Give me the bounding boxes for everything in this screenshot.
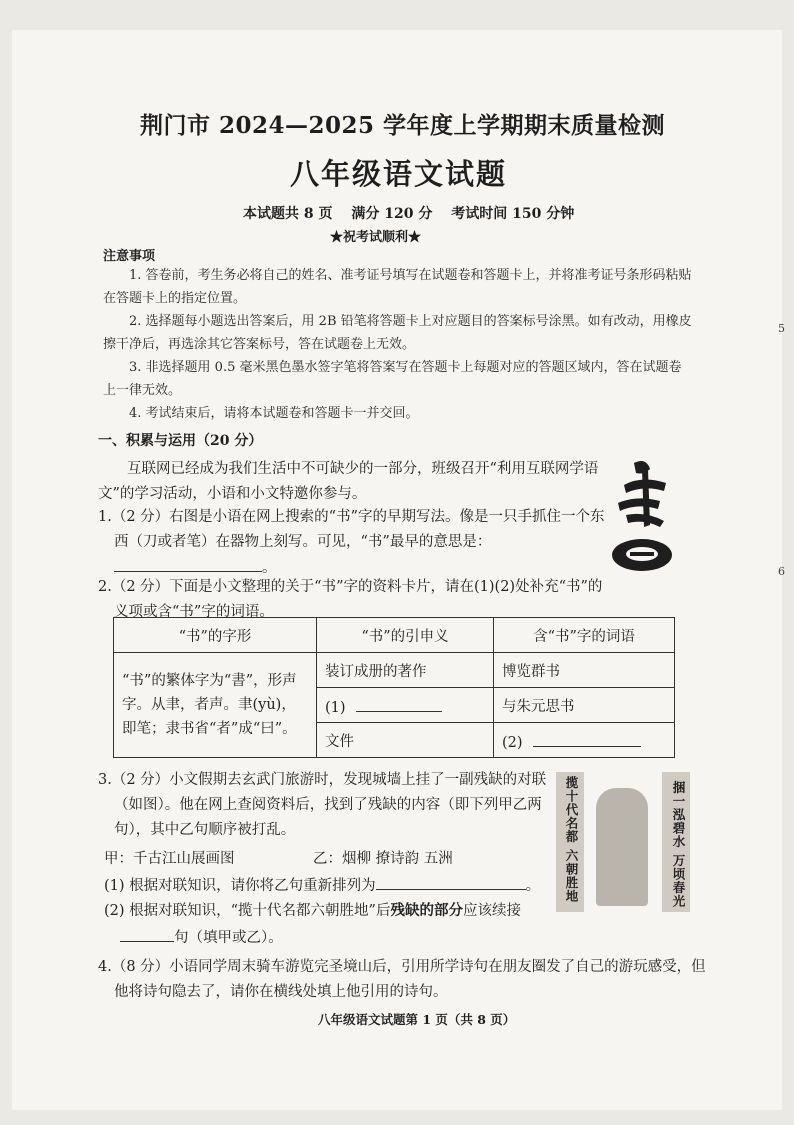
question-3-part-2-text-d: 句（填甲或乙）。 bbox=[174, 930, 283, 946]
margin-mark-6: 6 bbox=[778, 565, 785, 578]
exam-subtitle: 八年级语文试题 bbox=[290, 157, 508, 191]
resource-card-table bbox=[113, 617, 675, 758]
table-header-form: “书”的字形 bbox=[114, 618, 317, 653]
notice-item-2: 2. 选择题每小题选出答案后，用 2B 铅笔将答题卡上对应题目的答案标号涂黑。如有改动，用橡皮擦干净后，再选涂其它答案标号，答在试题卷上无效。 bbox=[103, 314, 692, 352]
question-3-part-2 bbox=[104, 899, 521, 923]
page-footer: 八年级语文试题第 1 页（共 8 页） bbox=[318, 1012, 516, 1027]
table-header-meaning: “书”的引申义 bbox=[317, 618, 494, 653]
answer-blank-q1[interactable] bbox=[114, 555, 262, 572]
exam-title: 荆门市 2024—2025 学年度上学期期末质量检测 bbox=[140, 112, 666, 139]
question-1 bbox=[98, 505, 614, 581]
table-cell-meaning-3: 文件 bbox=[317, 723, 494, 758]
question-3-part-1-text: (1) 根据对联知识，请你将乙句重新排列为 bbox=[104, 878, 376, 894]
answer-blank-table-2[interactable] bbox=[533, 730, 641, 747]
question-1-end: 。 bbox=[262, 560, 277, 576]
ancient-shu-character-image bbox=[606, 455, 678, 577]
table-header-words: 含“书”字的词语 bbox=[494, 618, 675, 653]
good-luck-line: ★祝考试顺利★ bbox=[330, 230, 422, 245]
question-2: 2.（2 分）下面是小文整理的关于“书”字的资料卡片，请在(1)(2)处补充“书”的义项或含“书”字的词语。 bbox=[98, 579, 603, 620]
blank-label-2: (2) bbox=[502, 734, 523, 751]
blank-label-1: (1) bbox=[325, 699, 346, 716]
full-score: 满分 120 分 bbox=[351, 206, 433, 222]
table-cell-form: “书”的繁体字为“書”，形声字。从聿，者声。聿(yù)，即笔；隶书省“者”成“曰”。 bbox=[114, 653, 317, 758]
couplet-line-yi: 乙：烟柳 撩诗韵 五洲 bbox=[313, 851, 453, 867]
couplet-center-panel bbox=[596, 788, 648, 906]
couplet-left-text: 揽十代名都 六朝胜地 bbox=[564, 776, 579, 903]
table-cell-meaning-2 bbox=[317, 688, 494, 723]
section-heading: 一、积累与运用（20 分） bbox=[98, 433, 263, 449]
question-1-text: 1.（2 分）右图是小语在网上搜索的“书”字的早期写法。像是一只手抓住一个东西（刀或者笔）在器物上刻写。可见，“书”最早的意思是： bbox=[98, 509, 605, 550]
question-3-part-2-bold: 残缺的部分 bbox=[390, 902, 463, 919]
table-cell-word-1: 博览群书 bbox=[494, 653, 675, 688]
question-3-part-2-text-c: 应该续接 bbox=[462, 903, 521, 919]
exam-time: 考试时间 150 分钟 bbox=[451, 206, 575, 222]
margin-mark-5: 5 bbox=[778, 322, 785, 335]
question-3-part-1 bbox=[104, 873, 540, 898]
page-count: 本试题共 8 页 bbox=[243, 206, 333, 222]
answer-blank-table-1[interactable] bbox=[356, 695, 442, 712]
couplet-right-text: 捆一泓碧水 万顷春光 bbox=[671, 781, 686, 908]
question-3-part-2-text-a: (2) 根据对联知识，“揽十代名都六朝胜地”后 bbox=[104, 903, 391, 919]
question-3-part-1-end: 。 bbox=[525, 878, 541, 894]
notice-item-4: 4. 考试结束后，请将本试题卷和答题卡一并交回。 bbox=[129, 406, 419, 421]
answer-blank-q3-2[interactable] bbox=[120, 925, 174, 942]
table-cell-word-2: 与朱元思书 bbox=[494, 688, 675, 723]
table-cell-word-3 bbox=[494, 723, 675, 758]
question-3-part-2-line2 bbox=[120, 925, 283, 950]
answer-blank-q3-1[interactable] bbox=[376, 873, 526, 890]
question-3: 3.（2 分）小文假期去玄武门旅游时，发现城墙上挂了一副残缺的对联（如图）。他在网上查阅资料后，找到了残缺的内容（即下列甲乙两句），其中乙句顺序被打乱。 bbox=[98, 772, 547, 838]
notice-item-3: 3. 非选择题用 0.5 毫米黑色墨水签字笔将答案写在答题卡上每题对应的答题区域内，答在试题卷上一律无效。 bbox=[103, 360, 682, 398]
table-cell-meaning-1: 装订成册的著作 bbox=[317, 653, 494, 688]
exam-info bbox=[243, 203, 588, 223]
question-4: 4.（8 分）小语同学周末骑车游览完圣境山后，引用所学诗句在朋友圈发了自己的游玩感受，但他将诗句隐去了，请你在横线处填上他引用的诗句。 bbox=[98, 959, 706, 1000]
notice-item-1: 1. 答卷前，考生务必将自己的姓名、准考证号填写在试题卷和答题卡上，并将准考证号条形码粘贴在答题卡上的指定位置。 bbox=[103, 268, 692, 306]
notice-heading: 注意事项 bbox=[103, 249, 156, 264]
couplet-line-jia: 甲：千古江山展画图 bbox=[104, 851, 235, 867]
section-intro: 互联网已经成为我们生活中不可缺少的一部分，班级召开“利用互联网学语文”的学习活动，小语和小文特邀你参与。 bbox=[98, 461, 599, 502]
